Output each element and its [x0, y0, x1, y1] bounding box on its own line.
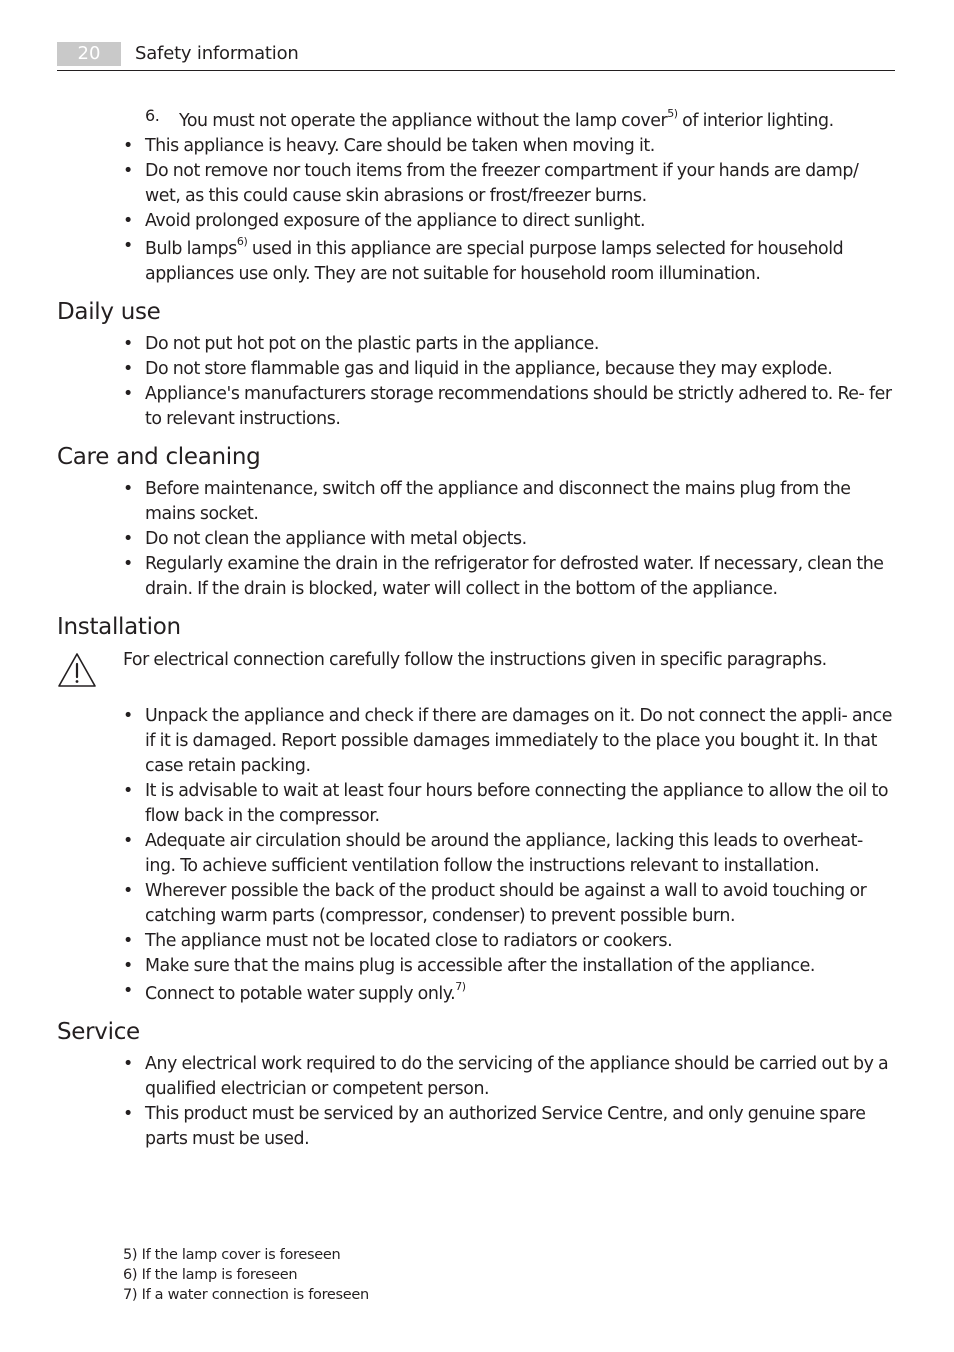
list-item	[57, 332, 897, 357]
list-item	[57, 209, 897, 234]
service-section	[57, 1017, 897, 1152]
bullet: •	[123, 334, 133, 354]
section-heading: Service	[57, 1019, 140, 1045]
bullet: •	[123, 706, 133, 726]
list-item	[57, 1052, 897, 1102]
bullet: •	[123, 236, 133, 256]
item-text: Do not store flammable gas and liquid in the appliance, because they may explode.	[145, 359, 833, 379]
bullet: •	[123, 211, 133, 231]
item-text: Connect to potable water supply only.	[145, 984, 456, 1004]
item-text: used in this appliance are special purpose lamps selected for household appliances use only. They are not suitable for household room illumination.	[145, 239, 844, 284]
section-heading: Installation	[57, 614, 181, 640]
footnote: 6) If the lamp is foreseen	[123, 1267, 298, 1283]
bullet: •	[123, 931, 133, 951]
list-item	[57, 234, 897, 287]
item-text: Appliance's manufacturers storage recommendations should be strictly adhered to. Re- fer to relevant instructions.	[145, 384, 892, 429]
list-item	[57, 134, 897, 159]
bullet: •	[123, 981, 133, 1001]
header-title: Safety information	[135, 43, 299, 64]
bullet: •	[123, 956, 133, 976]
list-item	[57, 879, 897, 929]
item-text: Regularly examine the drain in the refrigerator for defrosted water. If necessary, clean the drain. If the drain is blocked, water will collect in the bottom of the appliance.	[145, 554, 884, 599]
list-item	[57, 527, 897, 552]
item-text: Adequate air circulation should be around the appliance, lacking this leads to overheat- ing. To achieve sufficient ventilation follow the instructions relevant to installation.	[145, 831, 863, 876]
list-item	[57, 1102, 897, 1152]
bullet: •	[123, 1054, 133, 1074]
list-item	[57, 357, 897, 382]
service-list	[57, 1052, 897, 1152]
daily-use-section	[57, 297, 897, 432]
bullet: •	[123, 554, 133, 574]
warning-text: For electrical connection carefully follow the instructions given in specific paragraphs.	[123, 650, 827, 670]
item-text: Avoid prolonged exposure of the appliance to direct sunlight.	[145, 211, 646, 231]
bullet: •	[123, 529, 133, 549]
care-and-cleaning-section	[57, 442, 897, 602]
bullet: •	[123, 781, 133, 801]
item-text: Do not put hot pot on the plastic parts in the appliance.	[145, 334, 600, 354]
item-text: Bulb lamps	[145, 239, 237, 259]
page-header	[57, 40, 895, 71]
bullet: •	[123, 136, 133, 156]
footnote-ref: 5)	[667, 107, 678, 121]
page-number: 20	[57, 42, 121, 66]
footnotes	[123, 1245, 369, 1305]
bullet: •	[123, 479, 133, 499]
daily-use-list	[57, 332, 897, 432]
item-text: This appliance is heavy. Care should be taken when moving it.	[145, 136, 655, 156]
item-text: It is advisable to wait at least four hours before connecting the appliance to allow the oil to flow back in the compressor.	[145, 781, 889, 826]
installation-list	[57, 704, 897, 1007]
list-item	[57, 704, 897, 779]
footnote-ref: 6)	[236, 235, 248, 249]
bullet: •	[123, 359, 133, 379]
list-item	[57, 159, 897, 209]
item-text: of interior lighting.	[677, 111, 834, 131]
installation-section	[57, 612, 897, 1007]
list-item	[57, 929, 897, 954]
intro-list	[57, 107, 897, 287]
item-text: Make sure that the mains plug is accessible after the installation of the appliance.	[145, 956, 815, 976]
section-heading: Care and cleaning	[57, 444, 261, 470]
warning-triangle-icon	[57, 652, 97, 688]
list-item	[57, 779, 897, 829]
item-text: Before maintenance, switch off the appliance and disconnect the mains plug from the mains socket.	[145, 479, 851, 524]
list-item	[57, 107, 897, 134]
list-item	[57, 954, 897, 979]
list-item	[57, 382, 897, 432]
item-text: The appliance must not be located close to radiators or cookers.	[145, 931, 673, 951]
list-item	[57, 477, 897, 527]
list-item	[57, 552, 897, 602]
list-item	[57, 829, 897, 879]
item-text: Do not remove nor touch items from the freezer compartment if your hands are damp/ wet, as this could cause skin abrasions or frost/freezer burns.	[145, 161, 859, 206]
section-heading: Daily use	[57, 299, 161, 325]
footnote: 5) If the lamp cover is foreseen	[123, 1247, 341, 1263]
item-number: 6.	[145, 106, 160, 125]
main-content	[57, 107, 897, 1152]
care-and-cleaning-list	[57, 477, 897, 602]
list-item	[57, 979, 897, 1007]
item-text: This product must be serviced by an authorized Service Centre, and only genuine spare parts must be used.	[145, 1104, 866, 1149]
footnote-ref: 7)	[455, 980, 466, 994]
item-text: Any electrical work required to do the servicing of the appliance should be carried out by a qualified electrician or competent person.	[145, 1054, 889, 1099]
footnote: 7) If a water connection is foreseen	[123, 1287, 369, 1303]
item-text: You must not operate the appliance without the lamp cover	[179, 111, 668, 131]
item-text: Unpack the appliance and check if there are damages on it. Do not connect the appli- ance if it is damaged. Report possible damages immediately to the place you bought it. In that case retain packing.	[145, 706, 892, 776]
item-text: Do not clean the appliance with metal objects.	[145, 529, 527, 549]
bullet: •	[123, 161, 133, 181]
bullet: •	[123, 881, 133, 901]
bullet: •	[123, 384, 133, 404]
bullet: •	[123, 831, 133, 851]
bullet: •	[123, 1104, 133, 1124]
item-text: Wherever possible the back of the product should be against a wall to avoid touching or catching warm parts (compressor, condenser) to prevent possible burn.	[145, 881, 867, 926]
